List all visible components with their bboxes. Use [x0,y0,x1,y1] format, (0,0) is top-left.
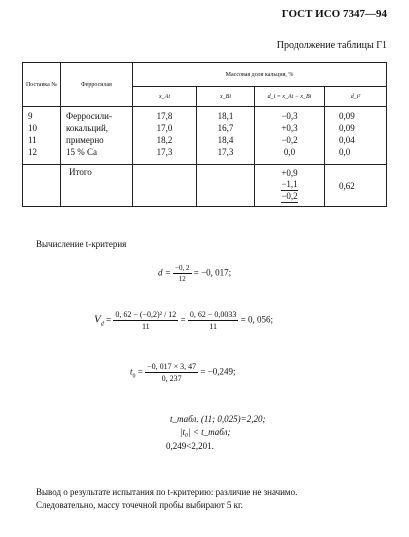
total-empty-cell [133,165,197,207]
eq1-numerator: −0, 2 [175,264,190,272]
batch-number: 11 [28,135,37,145]
header-d: d_i = x_Ai − x_Bi [255,87,325,107]
total-d-line: +0,9 [281,168,298,178]
eq2-denominator-2: 11 [209,322,217,331]
d-value: −0,3 [281,111,298,121]
equation-result: 0,249<2,201. [166,441,214,451]
alloy-line: кокальций, [66,123,109,133]
d2-value: 0,09 [339,111,355,121]
equation-comparison: |t₀| < t_табл; [180,427,231,437]
alloy-cell [61,107,133,165]
header-d2: d_i² [325,87,387,107]
total-label: Итого [61,165,133,207]
batch-cell [23,107,61,165]
batch-number: 12 [28,147,37,157]
batch-number: 10 [28,123,37,133]
total-d-line [255,179,324,191]
eq3-rhs: = −0,249; [200,366,236,377]
eq1-rhs: = −0, 017; [193,267,232,278]
xb-value: 18,1 [217,111,234,121]
header-batch: Поставка № [23,63,61,107]
header-alloy: Ферросилав [61,63,133,107]
eq3-lhs: t [130,366,133,377]
eq2-fraction-1 [113,310,178,331]
conclusion-line-2: Следовательно, массу точечной пробы выбирают 5 кг. [36,500,243,510]
equation-variance: $V_d$ = $\frac{\text{0, 62 − (−0,2)² / 12}}{11}$ = $\frac{0, 62 - 0,0033}{11}$ = 0, 056; [94,310,273,331]
total-d-cell [255,165,325,207]
equation-t-statistic: $t_0$ = $\frac{-0, 017 \times 3, 47}{0, 237}$ = −0,249; [130,362,236,383]
eq2-numerator-1: 0, 62 − (−0,2)² / 12 [115,310,177,319]
d-value: +0,3 [281,123,298,133]
alloy-line: примерно [66,135,104,145]
alloy-line: 15 % Ca [66,147,97,157]
d-cell [255,107,325,165]
header-group: Массовая доля кальция, % [133,63,387,87]
eq1-lhs: d = [158,267,171,278]
xb-value: 17,3 [217,147,234,157]
total-d-line: −1,1 [281,179,298,189]
xb-cell [197,107,255,165]
xa-value: 17,8 [156,111,173,121]
standard-number: ГОСТ ИСО 7347—94 [281,8,387,20]
d2-value: 0,09 [339,123,355,133]
total-d-line [255,191,324,203]
header-xb: x_Bi [197,87,255,107]
batch-number: 9 [28,111,33,121]
eq1-denominator: 12 [178,275,186,283]
eq2-lhs: V [94,313,101,326]
eq2-rhs: = 0, 056; [240,314,273,325]
xb-value: 16,7 [217,123,234,133]
section-heading: Вычисление t-критерия [36,239,127,249]
total-d-line: −0,2 [281,191,298,201]
xa-value: 17,3 [156,147,173,157]
xa-value: 18,2 [156,135,173,145]
alloy-line: Ферросили- [66,111,112,121]
total-empty-cell [197,165,255,207]
xa-value: 17,0 [156,123,173,133]
d-value: 0,0 [283,147,296,157]
eq3-fraction [145,362,198,383]
eq3-numerator: −0, 017 × 3, 47 [147,362,197,371]
xa-cell [133,107,197,165]
eq3-denominator: 0, 237 [161,374,182,383]
header-xa: x_Ai [133,87,197,107]
total-d2-cell: 0,62 [325,165,387,207]
xb-value: 18,4 [217,135,234,145]
d2-value: 0,04 [339,135,355,145]
equation-t-table: t_табл. (11; 0,025)=2,20; [170,414,266,424]
eq3-subscript: 0 [132,373,136,380]
eq2-denominator-1: 11 [141,322,150,331]
total-empty-cell [23,165,61,207]
eq1-fraction [173,264,191,283]
conclusion-line-1: Вывод о результате испытания по t-критерию: различие не значимо. [36,487,298,497]
eq2-fraction-2 [188,310,239,331]
eq2-numerator-2: 0, 62 − 0,0033 [189,310,237,319]
equation-mean-difference [158,264,231,283]
d-value: −0,2 [281,135,298,145]
d2-cell [325,107,387,165]
table-continuation-label: Продолжение таблицы Г1 [276,40,387,51]
d2-value: 0,0 [339,147,351,157]
eq2-subscript: d [100,321,104,328]
data-table [22,62,387,207]
